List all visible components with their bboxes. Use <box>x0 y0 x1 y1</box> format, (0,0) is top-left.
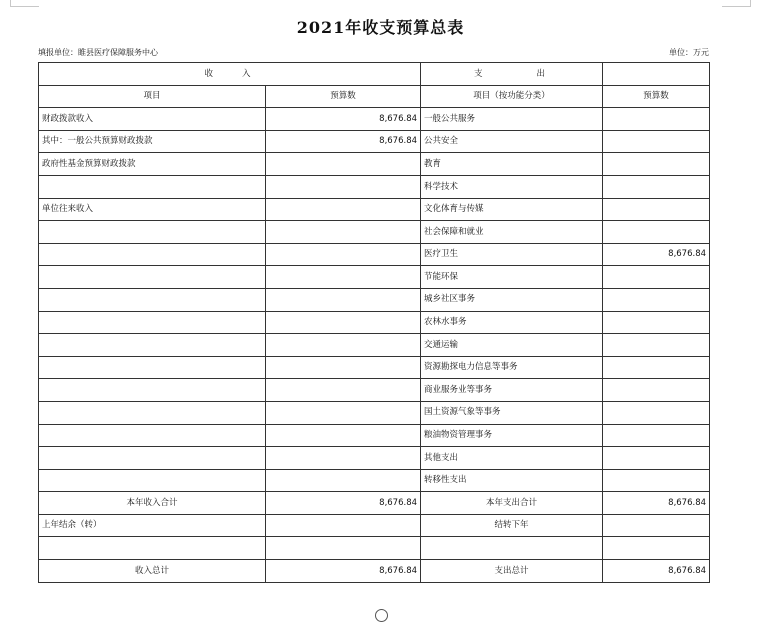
expense-item-cell: 节能环保 <box>421 266 603 289</box>
summary-row <box>39 537 710 560</box>
income-value-cell <box>266 175 421 198</box>
blank-cell <box>421 537 603 560</box>
income-item-cell <box>39 334 266 357</box>
income-value-cell <box>266 469 421 492</box>
income-item-cell <box>39 356 266 379</box>
reporting-unit: 填报单位：睢县医疗保障服务中心 <box>38 48 158 57</box>
grand-expense-value: 8,676.84 <box>603 560 710 583</box>
expense-value-cell <box>603 379 710 402</box>
expense-value-cell <box>603 424 710 447</box>
income-item-cell <box>39 175 266 198</box>
expense-value-cell <box>603 266 710 289</box>
income-item-cell <box>39 311 266 334</box>
carry-in-label: 上年结余（转） <box>39 514 266 537</box>
income-section-header: 收 入 <box>39 63 421 86</box>
expense-item-cell: 交通运输 <box>421 334 603 357</box>
table-row <box>39 130 710 153</box>
page-marker-circle <box>375 609 388 622</box>
carry-out-label: 结转下年 <box>421 514 603 537</box>
table-row <box>39 356 710 379</box>
expense-item-cell: 公共安全 <box>421 130 603 153</box>
income-item-cell <box>39 379 266 402</box>
page-corner-mark-left <box>10 0 39 7</box>
blank-cell <box>603 537 710 560</box>
expense-value-cell <box>603 447 710 470</box>
income-item-cell: 政府性基金预算财政拨款 <box>39 153 266 176</box>
expense-value-cell <box>603 288 710 311</box>
table-row <box>39 401 710 424</box>
expense-value-cell <box>603 153 710 176</box>
expense-header-blank <box>603 63 710 86</box>
income-item-cell <box>39 447 266 470</box>
table-row <box>39 288 710 311</box>
expense-item-cell: 社会保障和就业 <box>421 221 603 244</box>
income-value-cell <box>266 311 421 334</box>
expense-item-cell: 国土资源气象等事务 <box>421 401 603 424</box>
col-header-budget2: 预算数 <box>603 85 710 108</box>
table-row <box>39 108 710 131</box>
expense-item-cell: 转移性支出 <box>421 469 603 492</box>
expense-value-cell <box>603 469 710 492</box>
expense-value-cell <box>603 311 710 334</box>
expense-item-cell: 教育 <box>421 153 603 176</box>
income-item-cell <box>39 469 266 492</box>
carry-out-value <box>603 514 710 537</box>
col-header-budget: 预算数 <box>266 85 421 108</box>
income-value-cell <box>266 447 421 470</box>
income-item-cell <box>39 401 266 424</box>
summary-row <box>39 492 710 515</box>
table-row <box>39 334 710 357</box>
table-row <box>39 221 710 244</box>
income-item-cell <box>39 424 266 447</box>
blank-cell <box>39 537 266 560</box>
expense-value-cell <box>603 130 710 153</box>
grand-income-value: 8,676.84 <box>266 560 421 583</box>
expense-item-cell: 农林水事务 <box>421 311 603 334</box>
income-item-cell: 财政拨款收入 <box>39 108 266 131</box>
expense-item-cell: 科学技术 <box>421 175 603 198</box>
page-corner-mark-right <box>722 0 751 7</box>
expense-item-cell: 粮油物资管理事务 <box>421 424 603 447</box>
budget-table-body <box>39 63 710 583</box>
expense-section-header: 支 出 <box>421 63 603 86</box>
income-item-cell: 单位往来收入 <box>39 198 266 221</box>
income-item-cell <box>39 288 266 311</box>
income-value-cell <box>266 153 421 176</box>
income-total-label: 本年收入合计 <box>39 492 266 515</box>
income-value-cell <box>266 288 421 311</box>
expense-value-cell <box>603 198 710 221</box>
section-header-row <box>39 63 710 86</box>
table-row <box>39 243 710 266</box>
income-value-cell <box>266 198 421 221</box>
income-value-cell: 8,676.84 <box>266 108 421 131</box>
table-row <box>39 424 710 447</box>
col-header-item: 项目 <box>39 85 266 108</box>
income-item-cell: 其中：一般公共预算财政拨款 <box>39 130 266 153</box>
summary-row <box>39 514 710 537</box>
table-row <box>39 379 710 402</box>
budget-table <box>38 62 710 583</box>
table-row <box>39 198 710 221</box>
expense-value-cell <box>603 108 710 131</box>
carry-in-value <box>266 514 421 537</box>
table-row <box>39 447 710 470</box>
expense-value-cell <box>603 334 710 357</box>
expense-value-cell <box>603 401 710 424</box>
currency-unit: 单位：万元 <box>669 48 709 57</box>
col-header-item-func: 项目（按功能分类） <box>421 85 603 108</box>
table-row <box>39 311 710 334</box>
income-total-value: 8,676.84 <box>266 492 421 515</box>
grand-expense-label: 支出总计 <box>421 560 603 583</box>
table-row <box>39 469 710 492</box>
summary-row <box>39 560 710 583</box>
income-value-cell <box>266 221 421 244</box>
grand-income-label: 收入总计 <box>39 560 266 583</box>
blank-cell <box>266 537 421 560</box>
expense-value-cell <box>603 175 710 198</box>
expense-item-cell: 商业服务业等事务 <box>421 379 603 402</box>
income-item-cell <box>39 221 266 244</box>
income-value-cell <box>266 424 421 447</box>
table-row <box>39 266 710 289</box>
income-value-cell <box>266 356 421 379</box>
income-value-cell <box>266 334 421 357</box>
expense-item-cell: 其他支出 <box>421 447 603 470</box>
income-value-cell <box>266 266 421 289</box>
document-title: 2021年收支预算总表 <box>296 18 465 37</box>
column-header-row <box>39 85 710 108</box>
expense-total-value: 8,676.84 <box>603 492 710 515</box>
table-row <box>39 175 710 198</box>
expense-item-cell: 文化体育与传媒 <box>421 198 603 221</box>
expense-value-cell <box>603 221 710 244</box>
expense-item-cell: 医疗卫生 <box>421 243 603 266</box>
expense-value-cell: 8,676.84 <box>603 243 710 266</box>
income-value-cell <box>266 243 421 266</box>
income-value-cell <box>266 401 421 424</box>
income-value-cell: 8,676.84 <box>266 130 421 153</box>
expense-item-cell: 一般公共服务 <box>421 108 603 131</box>
expense-item-cell: 城乡社区事务 <box>421 288 603 311</box>
income-item-cell <box>39 243 266 266</box>
expense-item-cell: 资源勘探电力信息等事务 <box>421 356 603 379</box>
expense-value-cell <box>603 356 710 379</box>
table-row <box>39 153 710 176</box>
income-item-cell <box>39 266 266 289</box>
income-value-cell <box>266 379 421 402</box>
expense-total-label: 本年支出合计 <box>421 492 603 515</box>
